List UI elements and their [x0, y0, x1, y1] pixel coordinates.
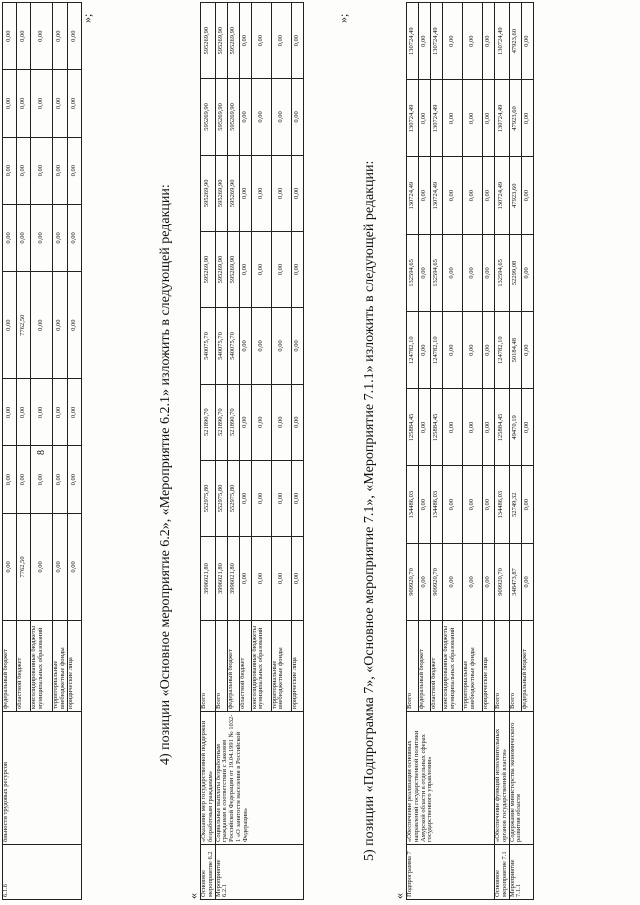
value-cell: 0,00 [419, 543, 431, 620]
value-cell: 595269,90 [215, 231, 227, 307]
value-cell: 0,00 [483, 543, 495, 620]
value-cell: 0,00 [419, 80, 431, 157]
value-cell: 552975,80 [215, 460, 227, 536]
value-cell: 595269,90 [201, 231, 216, 307]
value-cell: 552975,80 [201, 460, 216, 536]
value-cell: 0,00 [521, 234, 533, 311]
value-cell: 0,00 [31, 379, 53, 446]
value-cell: 130724,49 [495, 3, 510, 80]
heading-5: 5) позиции «Подпрограмма 7», «Основное мероприятие 7.1», «Мероприятие 7.1.1» изложить в следующей редакции: [362, 160, 377, 861]
value-cell: 0,00 [31, 70, 53, 137]
funding-source: областной бюджет [431, 621, 443, 712]
value-cell: 0,00 [3, 204, 17, 271]
value-cell: 0,00 [483, 234, 495, 311]
value-cell: 0,00 [31, 204, 53, 271]
value-cell: 0,00 [3, 3, 17, 70]
value-cell: 348473,87 [509, 543, 521, 620]
value-cell: 0,00 [483, 312, 495, 389]
value-cell: 130724,49 [407, 3, 419, 80]
value-cell: 595269,90 [215, 155, 227, 231]
funding-source: юридические лица [483, 621, 495, 712]
value-cell: 595269,90 [215, 3, 227, 79]
value-cell: 0,00 [31, 272, 53, 379]
row-code: Подпрограмма 7 [407, 845, 495, 900]
value-cell: 0,00 [443, 543, 463, 620]
value-cell: 132594,65 [407, 234, 419, 311]
value-cell: 124782,10 [431, 312, 443, 389]
value-cell: 0,00 [521, 389, 533, 466]
value-cell: 0,00 [521, 157, 533, 234]
top-table [2, 2, 82, 900]
value-cell: 130724,49 [495, 157, 510, 234]
value-cell: 909920,70 [431, 543, 443, 620]
value-cell: 0,00 [291, 155, 303, 231]
value-cell: 0,00 [239, 384, 251, 460]
value-cell: 0,00 [17, 70, 31, 137]
value-cell: 0,00 [443, 157, 463, 234]
value-cell: 0,00 [53, 513, 68, 620]
value-cell: 595269,90 [227, 155, 239, 231]
value-cell: 521890,70 [201, 384, 216, 460]
funding-source: Всего [201, 621, 216, 712]
value-cell: 0,00 [251, 155, 271, 231]
value-cell: 3996021,80 [227, 537, 239, 621]
funding-source: федеральный бюджет [3, 621, 17, 712]
value-cell: 0,00 [17, 137, 31, 204]
value-cell: 0,00 [291, 308, 303, 384]
value-cell: 0,00 [291, 460, 303, 536]
table-row [495, 3, 510, 900]
value-cell: 0,00 [419, 466, 431, 543]
value-cell: 0,00 [271, 79, 291, 155]
value-cell: 0,00 [53, 204, 68, 271]
value-cell: 0,00 [271, 537, 291, 621]
funding-source: территориальные внебюджетные фонды [53, 621, 68, 712]
value-cell: 0,00 [463, 389, 483, 466]
value-cell: 0,00 [17, 446, 31, 513]
funding-source: областной бюджет [239, 621, 251, 712]
value-cell: 0,00 [419, 389, 431, 466]
value-cell: 0,00 [17, 379, 31, 446]
value-cell: 0,00 [53, 446, 68, 513]
value-cell: 0,00 [239, 231, 251, 307]
value-cell: 0,00 [67, 272, 81, 379]
value-cell: 0,00 [483, 466, 495, 543]
value-cell: 595269,90 [227, 231, 239, 307]
table-4-closing: »; [336, 13, 350, 23]
value-cell: 0,00 [483, 389, 495, 466]
funding-source: консолидированные бюджеты муниципальных образований [443, 621, 463, 712]
value-cell: 124782,10 [407, 312, 419, 389]
value-cell: 0,00 [521, 3, 533, 80]
value-cell: 0,00 [271, 155, 291, 231]
value-cell: 134486,03 [431, 466, 443, 543]
value-cell: 0,00 [291, 537, 303, 621]
row-name: биьности трудовых ресурсов [3, 712, 82, 845]
row-code: Мероприятие 7.1.1 [509, 845, 533, 900]
value-cell: 0,00 [521, 543, 533, 620]
value-cell: 595269,90 [215, 79, 227, 155]
value-cell: 0,00 [443, 234, 463, 311]
value-cell: 0,00 [463, 80, 483, 157]
value-cell: 0,00 [251, 308, 271, 384]
funding-source: юридические лица [291, 621, 303, 712]
value-cell: 0,00 [463, 157, 483, 234]
value-cell: 595269,90 [201, 79, 216, 155]
value-cell: 0,00 [3, 272, 17, 379]
value-cell: 0,00 [483, 3, 495, 80]
value-cell: 0,00 [251, 460, 271, 536]
value-cell: 0,00 [521, 80, 533, 157]
value-cell: 540075,70 [215, 308, 227, 384]
value-cell: 0,00 [53, 70, 68, 137]
value-cell: 0,00 [239, 537, 251, 621]
value-cell: 0,00 [271, 231, 291, 307]
value-cell: 0,00 [3, 137, 17, 204]
value-cell: 0,00 [271, 384, 291, 460]
row-code: Мероприятие 6.2.1 [215, 845, 303, 900]
top-table-closing: »; [80, 13, 94, 23]
value-cell: 0,00 [419, 234, 431, 311]
value-cell: 0,00 [239, 155, 251, 231]
value-cell: 0,00 [443, 389, 463, 466]
value-cell: 0,00 [3, 446, 17, 513]
value-cell: 130724,49 [407, 157, 419, 234]
value-cell: 909920,70 [495, 543, 510, 620]
value-cell: 0,00 [291, 384, 303, 460]
value-cell: 0,00 [463, 234, 483, 311]
value-cell: 0,00 [443, 80, 463, 157]
value-cell: 125884,45 [495, 389, 510, 466]
value-cell: 125884,45 [407, 389, 419, 466]
value-cell: 49470,19 [509, 389, 521, 466]
value-cell: 0,00 [463, 3, 483, 80]
table-row [3, 3, 17, 900]
funding-source: территориальные внебюджетные фонды [271, 621, 291, 712]
value-cell: 0,00 [239, 460, 251, 536]
table-4 [200, 2, 304, 900]
value-cell: 0,00 [67, 446, 81, 513]
value-cell: 0,00 [419, 3, 431, 80]
value-cell: 3996021,80 [201, 537, 216, 621]
heading-4: 4) позиции «Основное мероприятие 6.2», «Мероприятие 6.2.1» изложить в следующей редакции: [158, 184, 173, 765]
funding-source: юридические лица [67, 621, 81, 712]
value-cell: 0,00 [17, 204, 31, 271]
value-cell: 0,00 [53, 137, 68, 204]
open-quote-4: « [186, 893, 200, 899]
value-cell: 0,00 [53, 272, 68, 379]
value-cell: 134486,03 [495, 466, 510, 543]
table-row [407, 3, 419, 900]
value-cell: 0,00 [271, 460, 291, 536]
value-cell: 0,00 [31, 137, 53, 204]
funding-source: федеральный бюджет [521, 621, 533, 712]
value-cell: 0,00 [291, 3, 303, 79]
value-cell: 0,00 [251, 79, 271, 155]
value-cell: 0,00 [251, 231, 271, 307]
value-cell: 0,00 [3, 70, 17, 137]
value-cell: 0,00 [251, 537, 271, 621]
value-cell: 132594,65 [495, 234, 510, 311]
value-cell: 0,00 [53, 3, 68, 70]
value-cell: 47923,60 [509, 80, 521, 157]
value-cell: 521890,70 [227, 384, 239, 460]
value-cell: 130724,49 [431, 3, 443, 80]
value-cell: 47923,60 [509, 3, 521, 80]
row-name: «Обеспечение функций исполнительных органов государственной власти» [495, 712, 510, 845]
value-cell: 0,00 [67, 137, 81, 204]
value-cell: 0,00 [239, 3, 251, 79]
value-cell: 521890,70 [215, 384, 227, 460]
value-cell: 909920,70 [407, 543, 419, 620]
table-row [509, 3, 521, 900]
value-cell: 0,00 [521, 466, 533, 543]
value-cell: 540075,70 [227, 308, 239, 384]
value-cell: 130724,49 [431, 157, 443, 234]
value-cell: 130724,49 [431, 80, 443, 157]
value-cell: 0,00 [271, 3, 291, 79]
funding-source: областной бюджет [17, 621, 31, 712]
page-number: 8 [36, 450, 47, 455]
value-cell: 0,00 [67, 513, 81, 620]
value-cell: 50184,48 [509, 312, 521, 389]
value-cell: 0,00 [31, 3, 53, 70]
value-cell: 0,00 [17, 3, 31, 70]
value-cell: 0,00 [483, 80, 495, 157]
value-cell: 0,00 [31, 513, 53, 620]
funding-source: Всего [407, 621, 419, 712]
value-cell: 0,00 [443, 466, 463, 543]
value-cell: 132594,65 [431, 234, 443, 311]
value-cell: 0,00 [67, 3, 81, 70]
funding-source: федеральный бюджет [419, 621, 431, 712]
value-cell: 595269,90 [227, 79, 239, 155]
funding-source: федеральный бюджет [227, 621, 239, 712]
funding-source: территориальные внебюджетные фонды [463, 621, 483, 712]
funding-source: Всего [215, 621, 227, 712]
value-cell: 0,00 [251, 3, 271, 79]
value-cell: 0,00 [419, 312, 431, 389]
value-cell: 0,00 [463, 312, 483, 389]
row-name: «Оказание мер государственной поддержки безработным гражданам» [201, 712, 216, 845]
value-cell: 125884,45 [431, 389, 443, 466]
value-cell: 0,00 [31, 446, 53, 513]
value-cell: 0,00 [239, 308, 251, 384]
value-cell: 134486,03 [407, 466, 419, 543]
row-code: Основное мероприятие 6.2 [201, 845, 216, 900]
value-cell: 0,00 [67, 70, 81, 137]
value-cell: 0,00 [271, 308, 291, 384]
value-cell: 595269,90 [227, 3, 239, 79]
value-cell: 7762,50 [17, 513, 31, 620]
value-cell: 0,00 [3, 379, 17, 446]
value-cell: 0,00 [521, 312, 533, 389]
row-name: Содержание министерства экономического развития области [509, 712, 533, 845]
value-cell: 0,00 [463, 543, 483, 620]
funding-source: консолидированные бюджеты муниципальных образований [31, 621, 53, 712]
value-cell: 130724,49 [407, 80, 419, 157]
value-cell: 0,00 [419, 157, 431, 234]
row-name: Социальные выплаты безработным гражданам в соответствии с Законом Российской Федерации от 19.04.1991 № 1032-1 «О занятости населения в Российской Федерации» [215, 712, 303, 845]
value-cell: 130724,49 [495, 80, 510, 157]
row-code: 6.1.6 [3, 845, 82, 900]
value-cell: 0,00 [443, 3, 463, 80]
value-cell: 52299,08 [509, 234, 521, 311]
row-name: «Обеспечение реализации основных направлений государственной политики Амурской области в отдельных сферах государственного управления» [407, 712, 495, 845]
value-cell: 0,00 [291, 79, 303, 155]
value-cell: 0,00 [463, 466, 483, 543]
value-cell: 0,00 [53, 379, 68, 446]
value-cell: 3996021,80 [215, 537, 227, 621]
table-row [215, 3, 227, 900]
open-quote-5: « [392, 893, 406, 899]
value-cell: 0,00 [67, 204, 81, 271]
value-cell: 52749,32 [509, 466, 521, 543]
row-code: Основное мероприятие 7.1 [495, 845, 510, 900]
funding-source: Всего [495, 621, 510, 712]
value-cell: 595269,90 [201, 155, 216, 231]
value-cell: 0,00 [3, 513, 17, 620]
value-cell: 0,00 [67, 379, 81, 446]
value-cell: 0,00 [291, 231, 303, 307]
funding-source: Всего [509, 621, 521, 712]
value-cell: 595269,90 [201, 3, 216, 79]
value-cell: 47923,60 [509, 157, 521, 234]
funding-source: консолидированные бюджеты муниципальных образований [251, 621, 271, 712]
value-cell: 0,00 [483, 157, 495, 234]
table-5 [406, 2, 534, 900]
value-cell: 540075,70 [201, 308, 216, 384]
value-cell: 552975,80 [227, 460, 239, 536]
value-cell: 0,00 [251, 384, 271, 460]
value-cell: 0,00 [239, 79, 251, 155]
value-cell: 0,00 [443, 312, 463, 389]
value-cell: 7762,50 [17, 272, 31, 379]
table-row [201, 3, 216, 900]
value-cell: 124782,10 [495, 312, 510, 389]
